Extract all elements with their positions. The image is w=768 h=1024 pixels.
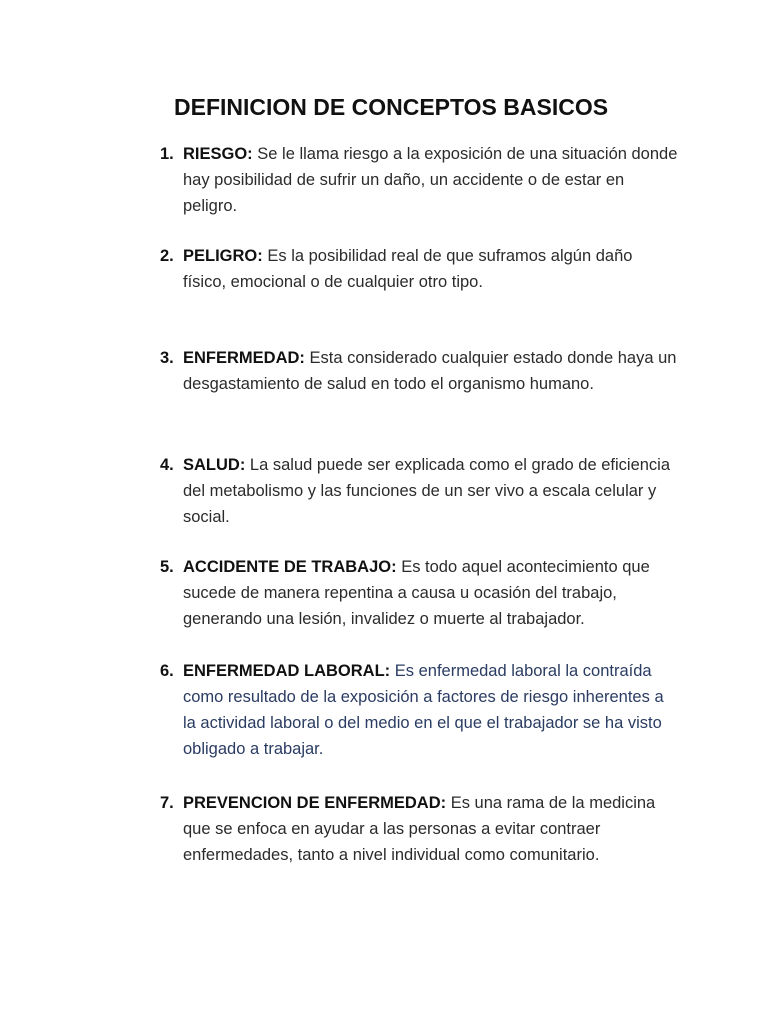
item-definition: Esta considerado cualquier estado donde haya un desgastamiento de salud en todo el organismo humano. (183, 349, 677, 393)
item-body (183, 452, 680, 530)
item-term: ACCIDENTE DE TRABAJO: (183, 558, 397, 576)
item-term: PELIGRO: (183, 247, 263, 265)
item-body (183, 658, 680, 762)
item-term: PREVENCION DE ENFERMEDAD: (183, 794, 447, 812)
item-term: ENFERMEDAD LABORAL: (183, 662, 391, 680)
item-number: 2. (160, 247, 174, 265)
page-title: DEFINICION DE CONCEPTOS BASICOS (174, 94, 609, 120)
item-body (183, 345, 680, 397)
item-number: 1. (160, 145, 174, 163)
item-number: 6. (160, 662, 174, 680)
item-number: 7. (160, 794, 174, 812)
item-term: RIESGO: (183, 145, 253, 163)
item-body (183, 141, 680, 219)
list-item (160, 345, 680, 397)
item-definition: Es enfermedad laboral la contraída como resultado de la exposición a factores de riesgo inherentes a la actividad laboral o del medio en el que el trabajador se ha visto obligado a trabajar. (183, 662, 664, 758)
item-term: ENFERMEDAD: (183, 349, 305, 367)
item-body (183, 554, 680, 632)
item-number: 5. (160, 558, 174, 576)
item-definition: Es todo aquel acontecimiento que sucede de manera repentina a causa u ocasión del trabajo, generando una lesión, invalidez o muerte al trabajador. (183, 558, 650, 628)
list-item (160, 141, 680, 219)
list-item (160, 658, 680, 762)
item-body (183, 790, 680, 868)
list-item (160, 790, 680, 868)
list-item (160, 554, 680, 632)
item-definition: Se le llama riesgo a la exposición de una situación donde hay posibilidad de sufrir un daño, un accidente o de estar en peligro. (183, 145, 678, 215)
item-term: SALUD: (183, 456, 246, 474)
item-number: 4. (160, 456, 174, 474)
item-definition: Es la posibilidad real de que suframos algún daño físico, emocional o de cualquier otro tipo. (183, 247, 633, 291)
item-definition: La salud puede ser explicada como el grado de eficiencia del metabolismo y las funciones de un ser vivo a escala celular y social. (183, 456, 671, 526)
item-number: 3. (160, 349, 174, 367)
item-body (183, 243, 680, 295)
item-definition: Es una rama de la medicina que se enfoca en ayudar a las personas a evitar contraer enfermedades, tanto a nivel individual como comunitario. (183, 794, 656, 864)
list-item (160, 243, 680, 295)
list-item (160, 452, 680, 530)
